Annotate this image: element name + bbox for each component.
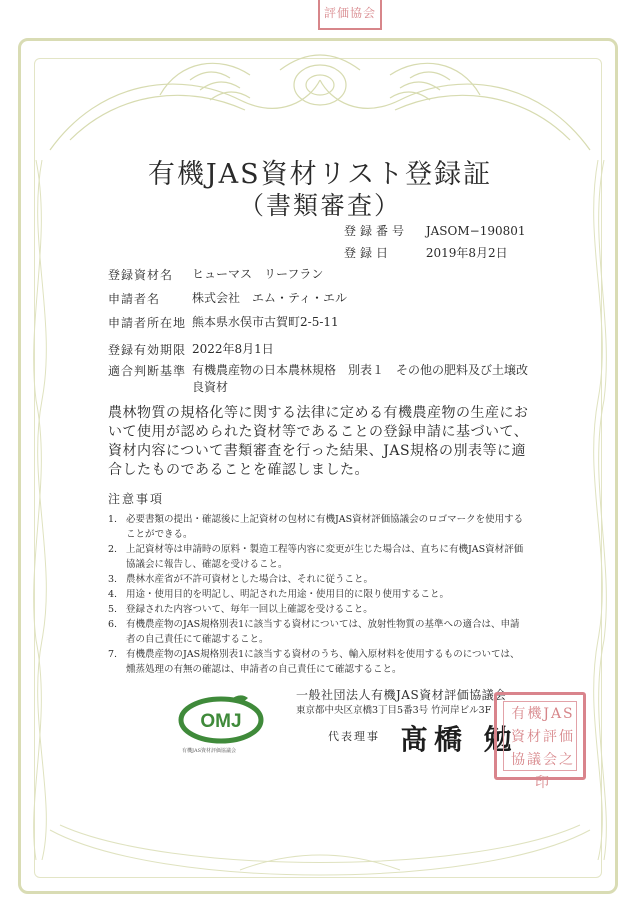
field-label: 登録資材名 (108, 268, 174, 282)
field-value: 熊本県水俣市古賀町2-5-11 (192, 315, 339, 329)
issuer-organization: 一般社団法人有機JAS資材評価協議会 (296, 688, 507, 702)
field-applicant-address (108, 314, 532, 331)
field-value: 有機農産物の日本農林規格 別表１ その他の肥料及び土壌改良資材 (192, 363, 529, 394)
field-expiry-date (108, 341, 532, 358)
registration-number-row (344, 222, 526, 239)
certificate-subtitle: （書類審査） (238, 191, 401, 220)
list-item (108, 647, 528, 677)
note-text: 必要書類の提出・確認後に上記資材の包材に有機JAS資材評価協議会のロゴマークを使用することができる。 (126, 514, 524, 540)
note-number: 4. (108, 589, 118, 600)
note-text: 有機農産物のJAS規格別表1に該当する資材のうち、輸入原材料を使用するものについては、燻蒸処理の有無の確認は、申請者の自己責任にて確認すること。 (126, 649, 520, 675)
registration-date-value: 2019年8月2日 (425, 246, 508, 260)
note-number: 2. (108, 544, 118, 555)
list-item (108, 587, 528, 602)
omj-logo-text: OMJ (200, 711, 242, 732)
side-ornament-left-icon (22, 160, 62, 860)
certification-statement: 農林物質の規格化等に関する法律に定める有機農産物の生産において使用が認められた資材等であることの登録申請に基づいて、資材内容について書類審査を行った結果、JAS規格の別表等に適合したものであることを確認しました。 (108, 405, 529, 478)
note-text: 農林水産省が不許可資材とした場合は、それに従うこと。 (126, 574, 374, 585)
omj-logo-caption: 有機JAS資材評価協議会 (182, 748, 237, 754)
top-ornament-icon (40, 40, 600, 160)
list-item (108, 602, 528, 617)
note-text: 上記資材等は申請時の原料・製造工程等内容に変更が生じた場合は、直ちに有機JAS資材評価協議会に報告し、確認を受けること。 (126, 544, 524, 570)
registration-number-value: JASOM−190801 (425, 224, 526, 238)
notes-list (108, 512, 528, 677)
field-label: 申請者名 (108, 292, 161, 306)
field-label: 登録有効期限 (108, 343, 187, 357)
field-value: 株式会社 エム・ティ・エル (192, 291, 348, 305)
omj-logo-icon (178, 694, 264, 744)
field-conformity-standard (108, 362, 532, 396)
field-label: 適合判断基準 (108, 364, 187, 378)
note-text: 登録された内容ついて、毎年一回以上確認を受けること。 (126, 604, 373, 615)
registration-number-label: 登録番号 (344, 224, 409, 238)
note-number: 3. (108, 574, 118, 585)
field-material-name (108, 266, 532, 283)
field-label: 申請者所在地 (108, 316, 187, 330)
list-item (108, 542, 528, 572)
field-applicant-name (108, 290, 532, 307)
field-value: ヒューマス リーフラン (192, 267, 324, 281)
field-value: 2022年8月1日 (192, 342, 274, 356)
notes-title: 注意事項 (108, 492, 165, 506)
issuer-address: 東京都中央区京橋3丁目5番3号 竹河岸ビル3F (296, 705, 492, 716)
top-partial-seal: 評価協会 (318, 0, 382, 30)
registration-date-row (344, 244, 508, 261)
official-seal-text: 有機JAS資材評価協議会之印 (511, 706, 575, 791)
note-number: 5. (108, 604, 118, 615)
bottom-ornament-icon (40, 820, 600, 890)
list-item (108, 512, 528, 542)
official-seal-stamp (494, 692, 586, 791)
note-number: 1. (108, 514, 118, 525)
list-item (108, 572, 528, 587)
representative-title: 代表理事 (328, 730, 380, 743)
note-number: 6. (108, 619, 118, 630)
note-text: 用途・使用目的を明記し、明記された用途・使用目的に限り使用すること。 (126, 589, 450, 600)
note-text: 有機農産物のJAS規格別表1に該当する資材については、放射性物質の基準への適合は、申請者の自己責任にて確認すること。 (126, 619, 520, 645)
registration-date-label: 登録日 (344, 246, 393, 260)
list-item (108, 617, 528, 647)
representative-name: 髙橋 勉 (400, 723, 518, 756)
note-number: 7. (108, 649, 118, 660)
certificate-title: 有機JAS資材リスト登録証 (147, 159, 493, 190)
